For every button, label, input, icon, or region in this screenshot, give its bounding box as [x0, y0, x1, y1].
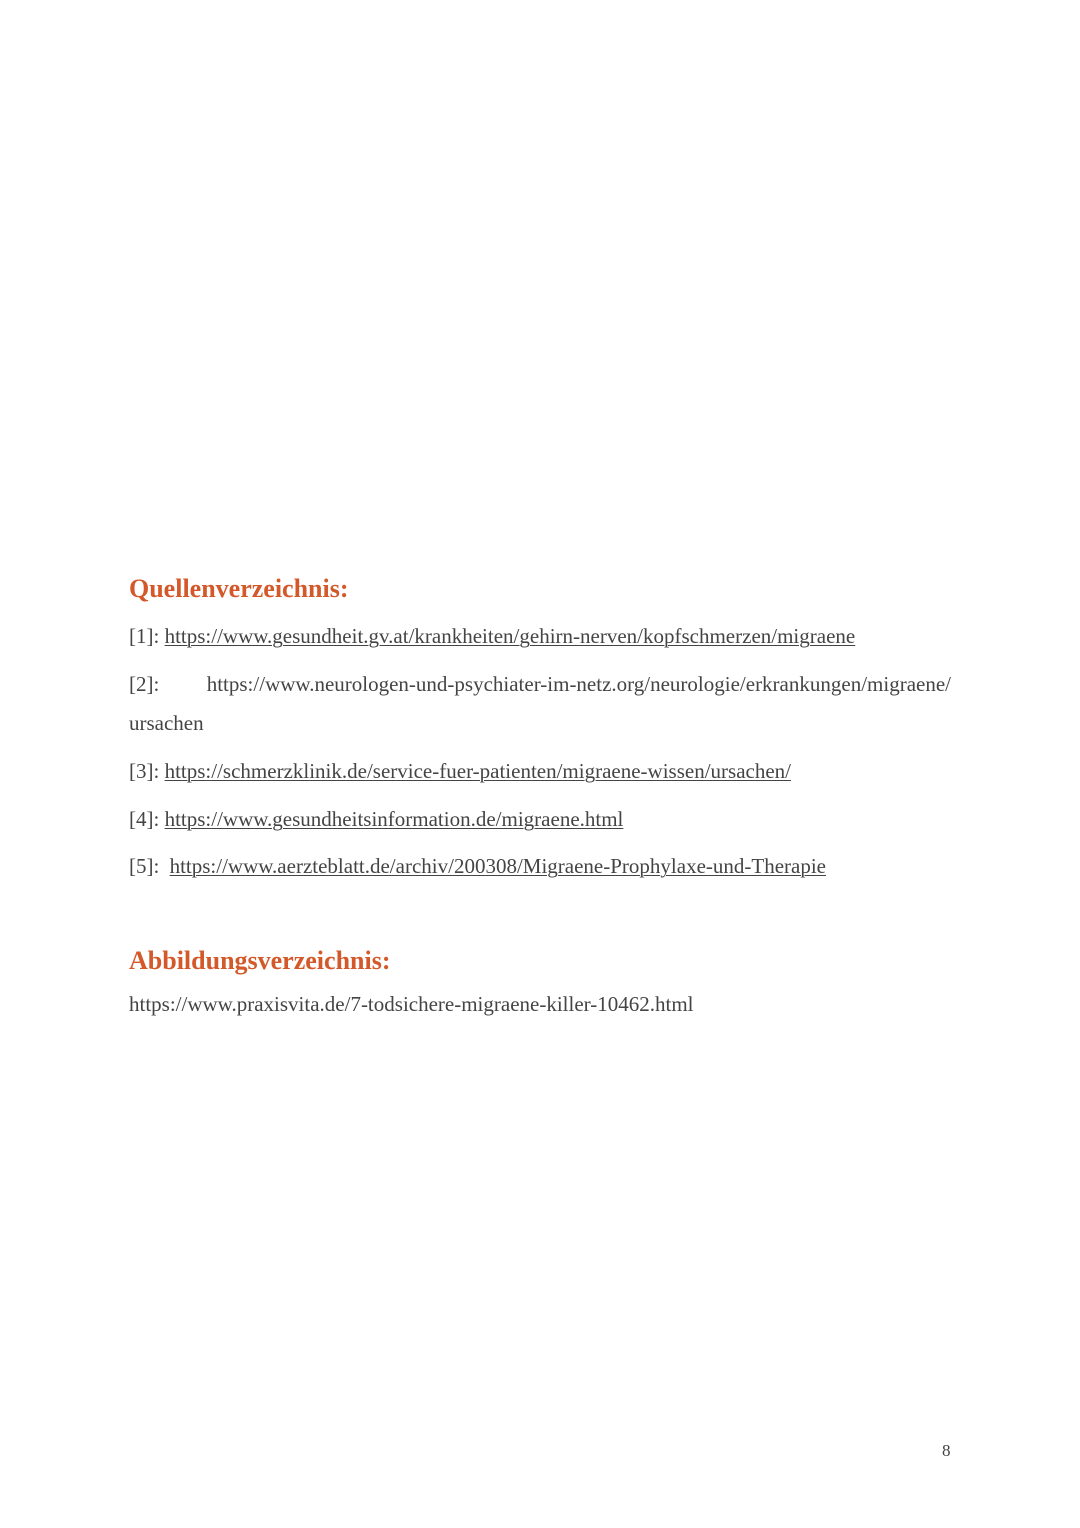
- source-label: [2]:: [129, 672, 160, 696]
- source-link[interactable]: https://www.aerzteblatt.de/archiv/200308/Migraene-Prophylaxe-und-Therapie: [169, 854, 826, 878]
- sources-heading: Quellenverzeichnis:: [129, 574, 349, 603]
- page-number: 8: [942, 1441, 951, 1460]
- source-label: [5]:: [129, 854, 160, 878]
- source-link[interactable]: https://www.gesundheitsinformation.de/migraene.html: [164, 807, 624, 831]
- source-item-5: [129, 854, 826, 878]
- source-link[interactable]: https://schmerzklinik.de/service-fuer-patienten/migraene-wissen/ursachen/: [164, 759, 792, 783]
- source-label: [4]:: [129, 807, 160, 831]
- figure-source[interactable]: https://www.praxisvita.de/7-todsichere-migraene-killer-10462.html: [129, 992, 694, 1016]
- source-item-2-continuation[interactable]: ursachen: [129, 711, 204, 735]
- source-item-2: [129, 672, 951, 696]
- source-link[interactable]: https://www.neurologen-und-psychiater-im-netz.org/neurologie/erkrankungen/migraene/: [206, 672, 951, 696]
- source-item-1: [129, 624, 855, 648]
- source-label: [1]:: [129, 624, 160, 648]
- source-item-4: [129, 807, 623, 831]
- figures-heading: Abbildungsverzeichnis:: [129, 946, 391, 975]
- source-link[interactable]: https://www.gesundheit.gv.at/krankheiten/gehirn-nerven/kopfschmerzen/migraene: [164, 624, 856, 648]
- source-label: [3]:: [129, 759, 160, 783]
- source-item-3: [129, 759, 791, 783]
